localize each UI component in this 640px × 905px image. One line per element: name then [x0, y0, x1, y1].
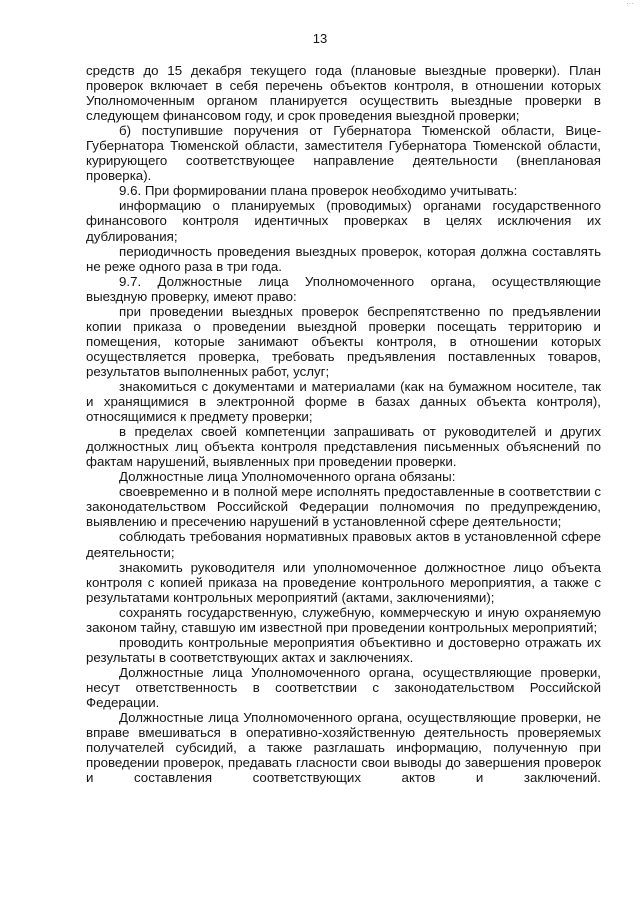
page-number: 13	[312, 31, 328, 46]
paragraph-p13: знакомить руководителя или уполномоченное должностное лицо объекта контроля с копией приказа на проведение контрольного мероприятия, а также с результатами контрольных мероприятий (актами, заключениями);	[86, 559, 601, 605]
paragraph-p15: проводить контрольные мероприятия объективно и достоверно отражать их результаты в соответствующих актах и заключениях.	[86, 634, 601, 665]
paragraph-p4: информацию о планируемых (проводимых) органами государственного финансового контроля идентичных проверках в целях исключения их дублирования;	[86, 198, 601, 244]
paragraph-p14: сохранять государственную, служебную, коммерческую и иную охраняемую законом тайну, ставшую им известной при проведении контрольных мероприятий;	[86, 604, 601, 635]
document-body	[86, 63, 601, 785]
paragraph-p10: Должностные лица Уполномоченного органа обязаны:	[119, 469, 456, 485]
paragraph-p8: знакомиться с документами и материалами (как на бумажном носителе, так и хранящимися в электронной форме в базах данных объекта контроля), относящимися к предмету проверки;	[86, 378, 601, 425]
paragraph-p6: 9.7. Должностные лица Уполномоченного органа, осуществляющие выездную проверку, имеют право:	[86, 273, 601, 304]
paragraph-p17: Должностные лица Уполномоченного органа, осуществляющие проверки, не вправе вмешиваться в оперативно-хозяйственную деятельность проверяемых получателей субсидий, а также разглашать информацию, полученную при проведении проверок, предавать гласности свои выводы до завершения проверок и составления соответствующих актов и заключений.	[86, 710, 601, 786]
paragraph-p3: 9.6. При формировании плана проверок необходимо учитывать:	[119, 183, 518, 199]
scan-corner-mark: ···	[626, 0, 634, 8]
paragraph-p11: своевременно и в полной мере исполнять предоставленные в соответствии с законодательством Российской Федерации полномочия по предупреждению, выявлению и пресечению нарушений в установленной сфере деятельности;	[86, 484, 601, 530]
paragraph-p9: в пределах своей компетенции запрашивать от руководителей и других должностных лиц объекта контроля представления письменных объяснений по фактам нарушений, выявленных при проведении проверки.	[86, 424, 601, 470]
paragraph-p5: периодичность проведения выездных проверок, которая должна составлять не реже одного раза в три года.	[86, 243, 601, 274]
paragraph-p7: при проведении выездных проверок беспрепятственно по предъявлении копии приказа о проведении выездной проверки посещать территорию и помещения, которые занимают объекты контроля, в отношении которых осуществляется проверка, требовать предъявления поставленных товаров, результатов выполненных работ, услуг;	[86, 303, 601, 379]
paragraph-p1: средств до 15 декабря текущего года (плановые выездные проверки). План проверок включает в себя перечень объектов контроля, в отношении которых Уполномоченным органом планируется осуществить выездные проверки в следующем финансовом году, и срок проведения выездной проверки;	[86, 63, 601, 124]
paragraph-p2: б) поступившие поручения от Губернатора Тюменской области, Вице-Губернатора Тюменской области, заместителя Губернатора Тюменской области, курирующего соответствующее направление деятельности (внеплановая проверка).	[86, 123, 601, 184]
paragraph-p12: соблюдать требования нормативных правовых актов в установленной сфере деятельности;	[86, 529, 601, 560]
paragraph-p16: Должностные лица Уполномоченного органа, осуществляющие проверки, несут ответственность в соответствии с законодательством Российской Федерации.	[86, 664, 601, 710]
